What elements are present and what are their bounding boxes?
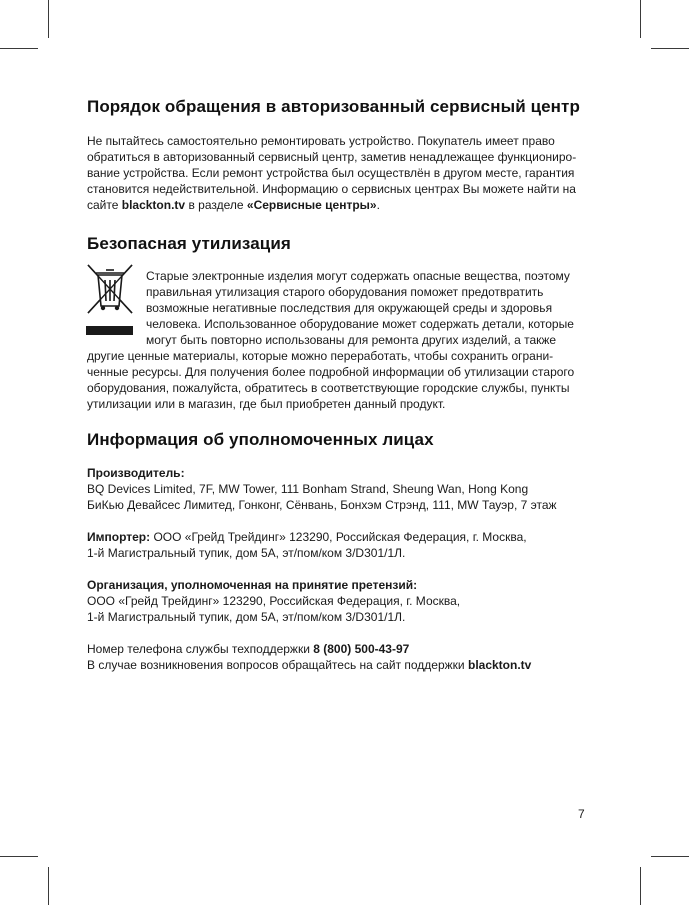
- importer-label: Импортер:: [87, 530, 151, 544]
- disposal-line: утилизации или в магазин, где был приобретен данный продукт.: [87, 397, 446, 411]
- support-site-link[interactable]: blackton.tv: [467, 658, 532, 672]
- support-phone-number[interactable]: 8 (800) 500-43-97: [313, 642, 410, 656]
- claims-org-label: Организация, уполномоченная на принятие претензий:: [87, 578, 418, 592]
- authorized-persons-block: [87, 465, 589, 673]
- disposal-line: Старые электронные изделия могут содержать опасные вещества, поэтому: [146, 269, 570, 283]
- crop-mark: [48, 867, 49, 905]
- authorized-persons-heading: Информация об уполномоченных лицах: [87, 430, 434, 449]
- claims-org-address: ООО «Грейд Трейдинг» 123290, Российская Федерация, г. Москва,: [87, 594, 461, 608]
- manufacturer-label: Производитель:: [87, 466, 185, 480]
- service-centers-section-link[interactable]: «Сервисные центры»: [246, 198, 377, 212]
- disposal-line: оборудования, пожалуйста, обратитесь в соответствующие городские службы, пункты: [87, 381, 570, 395]
- disposal-heading: Безопасная утилизация: [87, 234, 291, 253]
- support-phone-label: Номер телефона службы техподдержки: [87, 642, 314, 656]
- page-number: 7: [578, 807, 585, 821]
- crop-mark: [48, 0, 49, 38]
- period: .: [376, 198, 380, 212]
- manufacturer-address-en: BQ Devices Limited, 7F, MW Tower, 111 Bonham Strand, Sheung Wan, Hong Kong: [87, 482, 529, 496]
- claims-org-address-2: 1-й Магистральный тупик, дом 5А, эт/пом/ком 3/D301/1Л.: [87, 610, 406, 624]
- disposal-paragraph: [87, 268, 589, 412]
- site-link[interactable]: blackton.tv: [121, 198, 186, 212]
- crop-mark: [640, 0, 641, 38]
- crop-mark: [0, 856, 38, 857]
- disposal-line: могут быть повторно использованы для ремонта других изделий, а также: [146, 333, 557, 347]
- crop-mark: [651, 856, 689, 857]
- importer-address: ООО «Грейд Трейдинг» 123290, Российская Федерация, г. Москва,: [150, 530, 527, 544]
- service-center-paragraph: [87, 133, 589, 213]
- disposal-line: возможные негативные последствия для окружающей среды и здоровья: [146, 301, 553, 315]
- service-center-text-2: в разделе: [185, 198, 247, 212]
- disposal-line: другие ценные материалы, которые можно переработать, чтобы сохранить ограни-: [87, 349, 554, 363]
- disposal-line: человека. Использованное оборудование может содержать детали, которые: [146, 317, 574, 331]
- service-center-text: Не пытайтесь самостоятельно ремонтировать устройство. Покупатель имеет право обратиться в авторизованный сервисный центр, заметив ненадлежащее функциониро-вание устройства. Если ремонт устройства был осуществлён в другом месте, гарантия становится недействительной. Информацию о сервисных центрах Вы можете найти на сайте: [87, 134, 577, 212]
- crop-mark: [640, 867, 641, 905]
- support-site-label: В случае возникновения вопросов обращайтесь на сайт поддержки: [87, 658, 468, 672]
- manufacturer-address-ru: БиКью Девайсес Лимитед, Гонконг, Сёнвань, Бонхэм Стрэнд, 111, MW Тауэр, 7 этаж: [87, 498, 557, 512]
- crop-mark: [0, 48, 38, 49]
- disposal-line: правильная утилизация старого оборудования поможет предотвратить: [146, 285, 544, 299]
- disposal-line: ченные ресурсы. Для получения более подробной информации об утилизации старого: [87, 365, 575, 379]
- service-center-heading: Порядок обращения в авторизованный сервисный центр: [87, 97, 580, 116]
- crop-mark: [651, 48, 689, 49]
- importer-address-2: 1-й Магистральный тупик, дом 5А, эт/пом/ком 3/D301/1Л.: [87, 546, 406, 560]
